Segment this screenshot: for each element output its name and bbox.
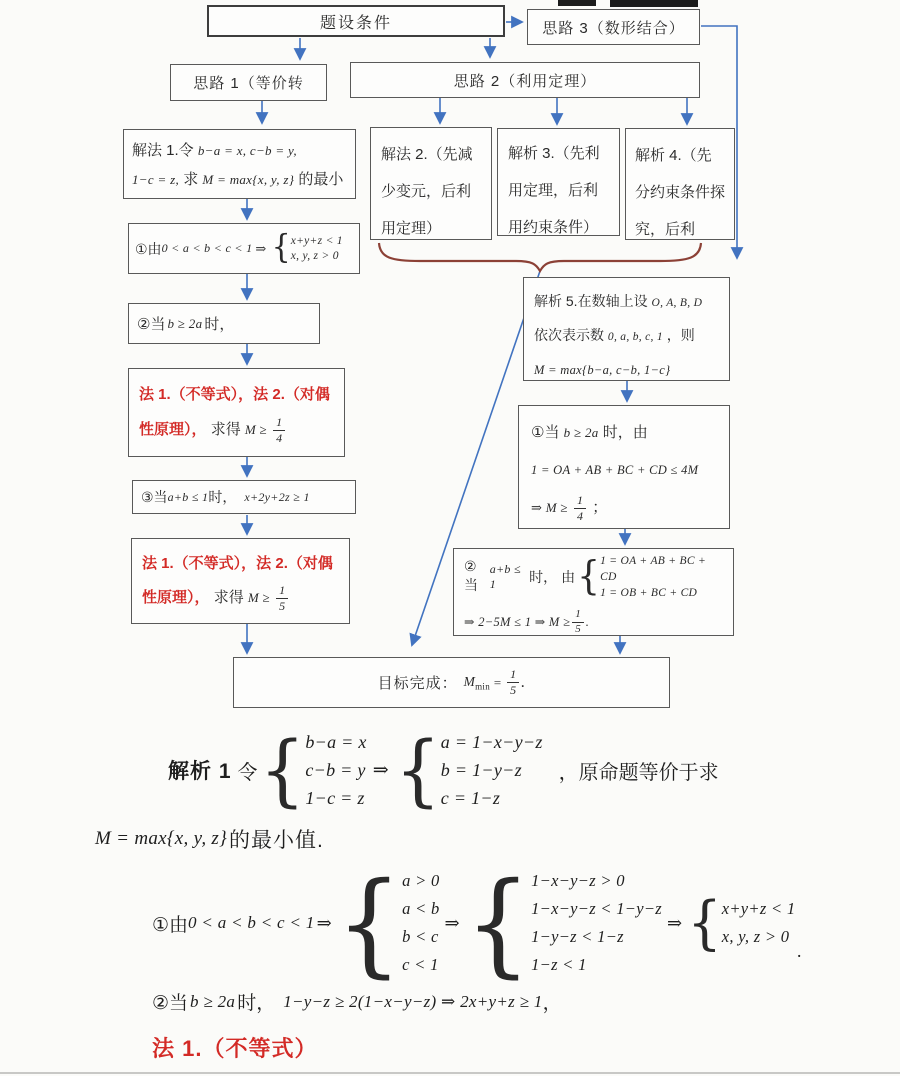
subscript-min: min [475, 681, 491, 692]
node-text: . [585, 614, 590, 629]
node-text: 时， [208, 489, 237, 505]
node-analysis-4 [625, 128, 735, 240]
node-text: 求 [183, 171, 199, 188]
paragraph-math: M = max{x, y, z} [95, 828, 228, 849]
solution-paragraph-1 [168, 716, 719, 824]
equation-system [259, 724, 367, 816]
node-label: 思路 3（数形结合） [542, 19, 685, 37]
node-text: ②当 [464, 559, 478, 594]
system-row: x, y, z > 0 [721, 927, 790, 946]
node-goal [233, 657, 670, 708]
paragraph-heading: 解析 1 [168, 760, 232, 783]
node-math: 0, a, b, c, 1 [607, 331, 663, 343]
solution-paragraph-3 [152, 856, 802, 990]
node-text: ①由 [135, 241, 162, 258]
node-label: 题设条件 [319, 14, 392, 32]
fraction-denominator: 5 [279, 598, 286, 613]
paragraph-math: 1−y−z ≥ 2(1−x−y−z) ⇒ 2x+y+z ≥ 1 [283, 991, 543, 1011]
system-row: a > 0 [402, 871, 440, 890]
emphasis-text: 法 1.（不等式），法 2.（对偶性原理）， [142, 555, 333, 606]
node-text: 时，由 [602, 424, 648, 441]
fraction-denominator: 5 [575, 622, 581, 635]
node-text: . [521, 673, 526, 691]
node-text: ②当 [137, 315, 166, 333]
emphasis-heading: 法 1.（不等式） [152, 1036, 318, 1061]
system-row: b < c [402, 927, 439, 946]
fraction-numerator: 1 [276, 584, 288, 599]
system-row: 1−x−y−z < 1−y−z [531, 899, 662, 918]
node-math: ⇒ M ≥ [531, 500, 568, 515]
paragraph-text: 时， [237, 993, 276, 1014]
node-text: ③当 [141, 490, 168, 506]
solution-paragraph-5 [152, 1032, 317, 1063]
node-left-step-3 [132, 480, 356, 514]
system-row: 1−y−z < 1−z [531, 927, 624, 946]
node-text: ； [592, 499, 608, 516]
paragraph-text: 的最小值. [229, 829, 324, 852]
paragraph-math: b ≥ 2a [190, 991, 236, 1011]
implies-arrow: ⇒ [444, 912, 460, 933]
system-row: 1−x−y−z > 0 [531, 871, 625, 890]
node-law1-law2-quarter [128, 368, 345, 457]
node-right-step-2 [453, 548, 734, 636]
node-line [464, 553, 723, 601]
system-row: x+y+z < 1 [721, 899, 796, 918]
node-line [464, 609, 723, 635]
node-math: ⇒ 2−5M ≤ 1 ⇒ M ≥ [464, 615, 571, 630]
system-row: 1 = OB + BC + CD [600, 587, 698, 599]
system-brace: { [464, 856, 532, 989]
node-method-1 [123, 129, 356, 199]
node-text: 解法 1.令 [132, 142, 194, 159]
equals-sign: = [493, 674, 503, 690]
node-line [531, 489, 717, 526]
node-math: 1 = OA + AB + BC + CD ≤ 4M [531, 463, 699, 477]
system-row: 1−z < 1 [531, 955, 587, 974]
fraction [276, 584, 288, 612]
equation-system [394, 724, 543, 816]
node-math: M = max{x, y, z} [202, 172, 295, 187]
node-math [464, 674, 490, 692]
equation-system [577, 553, 721, 601]
system-row: c−b = y [305, 760, 366, 780]
node-approach-3 [527, 9, 700, 45]
top-ink-smudge [558, 0, 596, 6]
node-law1-law2-fifth [131, 538, 350, 624]
equation-system [271, 228, 343, 267]
system-row: a < b [402, 899, 440, 918]
node-left-step-1 [128, 223, 360, 274]
implies-arrow: ⇒ [255, 240, 267, 256]
system-row: 1−c = z [305, 788, 365, 808]
fraction-numerator: 1 [572, 609, 584, 623]
fraction [273, 416, 285, 444]
paragraph-text: ①由 [152, 913, 189, 936]
system-row: 1 = OA + AB + BC + CD [600, 555, 707, 583]
implies-arrow: ⇒ [316, 912, 332, 933]
system-row: a = 1−x−y−z [440, 732, 543, 752]
node-math: 1−c = z, [132, 172, 180, 187]
system-brace: { [259, 724, 306, 816]
solution-paragraph-2 [95, 824, 324, 854]
equation-system [687, 888, 796, 957]
node-text: 由 [561, 569, 576, 585]
system-row: c = 1−z [440, 788, 501, 808]
node-text: 解析 5.在数轴上设 [534, 293, 648, 309]
paragraph-text: ， [542, 993, 562, 1014]
node-label: 解法 2.（先减少变元，后利用定理） [381, 146, 473, 237]
node-problem-conditions [207, 5, 505, 37]
fraction-numerator: 1 [273, 416, 285, 431]
system-brace: { [335, 856, 403, 989]
node-text: 求得 [210, 421, 241, 438]
solution-paragraph-4 [152, 988, 562, 1015]
node-text: 求得 [213, 589, 244, 606]
node-math: b ≥ 2a [563, 425, 599, 440]
paragraph-text: . [797, 941, 803, 961]
node-text: ，则 [666, 327, 695, 343]
node-right-step-1 [518, 405, 730, 529]
system-row: x, y, z > 0 [290, 249, 339, 262]
system-row: x+y+z < 1 [290, 234, 343, 247]
paragraph-text: 令 [237, 761, 258, 784]
node-method-2 [370, 127, 492, 240]
system-brace: { [271, 228, 291, 267]
implies-arrow: ⇒ [666, 912, 683, 933]
node-text: 目标完成： [377, 675, 458, 692]
node-label: 思路 1（等价转 [193, 75, 304, 92]
fraction [572, 609, 584, 635]
fraction-denominator: 5 [510, 683, 517, 697]
equation-system [464, 856, 662, 989]
node-math: M ≥ [247, 590, 270, 605]
node-text: 的最小 [298, 171, 344, 188]
node-line [531, 451, 717, 489]
node-analysis-5 [523, 277, 730, 381]
node-math: O, A, B, D [651, 297, 703, 309]
fraction-numerator: 1 [507, 668, 519, 683]
node-math: a+b ≤ 1 [167, 489, 209, 504]
fraction-denominator: 4 [276, 430, 283, 445]
node-label: 解析 4.（先分约束条件探究，后利 [635, 147, 726, 238]
node-left-step-2 [128, 303, 320, 344]
node-math: M ≥ [244, 422, 267, 437]
node-label: 解析 3.（先利用定理，后利用约束条件） [508, 145, 600, 236]
paragraph-math: 0 < a < b < c < 1 [188, 913, 315, 932]
top-ink-smudge [610, 0, 698, 7]
system-brace: { [577, 554, 601, 599]
system-row: c < 1 [402, 955, 439, 974]
node-text: ①当 [531, 423, 560, 441]
emphasis-text: 法 1.（不等式），法 2.（对偶性原理）， [139, 386, 330, 438]
paragraph-text: ，原命题等价于求 [558, 761, 719, 784]
equation-system [335, 856, 440, 989]
node-text: 时， [204, 316, 235, 333]
system-row: b−a = x [305, 732, 367, 752]
fraction [507, 668, 519, 696]
system-brace: { [394, 724, 441, 816]
node-math: x+2y+2z ≥ 1 [244, 489, 310, 504]
node-math: b−a = x, c−b = y, [197, 143, 297, 158]
implies-arrow: ⇒ [372, 759, 389, 781]
bottom-divider [0, 1072, 900, 1074]
paragraph-text: ②当 [152, 992, 189, 1014]
node-math: M = max{b−a, c−b, 1−c} [534, 363, 671, 377]
node-math: b ≥ 2a [167, 315, 203, 331]
node-math: 0 < a < b < c < 1 [161, 241, 253, 255]
fraction-numerator: 1 [574, 494, 586, 509]
node-math: a+b ≤ 1 [489, 562, 521, 591]
node-line [531, 414, 717, 451]
node-text: 依次表示数 [534, 327, 604, 343]
node-label: 思路 2（利用定理） [453, 72, 597, 90]
system-row: b = 1−y−z [440, 760, 522, 780]
fraction-denominator: 4 [577, 508, 584, 523]
node-text: 时， [529, 569, 558, 585]
variable-M: M [463, 673, 476, 689]
system-brace: { [687, 888, 722, 957]
node-analysis-3 [497, 128, 620, 236]
node-approach-2 [350, 62, 700, 98]
fraction [574, 494, 586, 522]
node-approach-1 [170, 64, 327, 101]
